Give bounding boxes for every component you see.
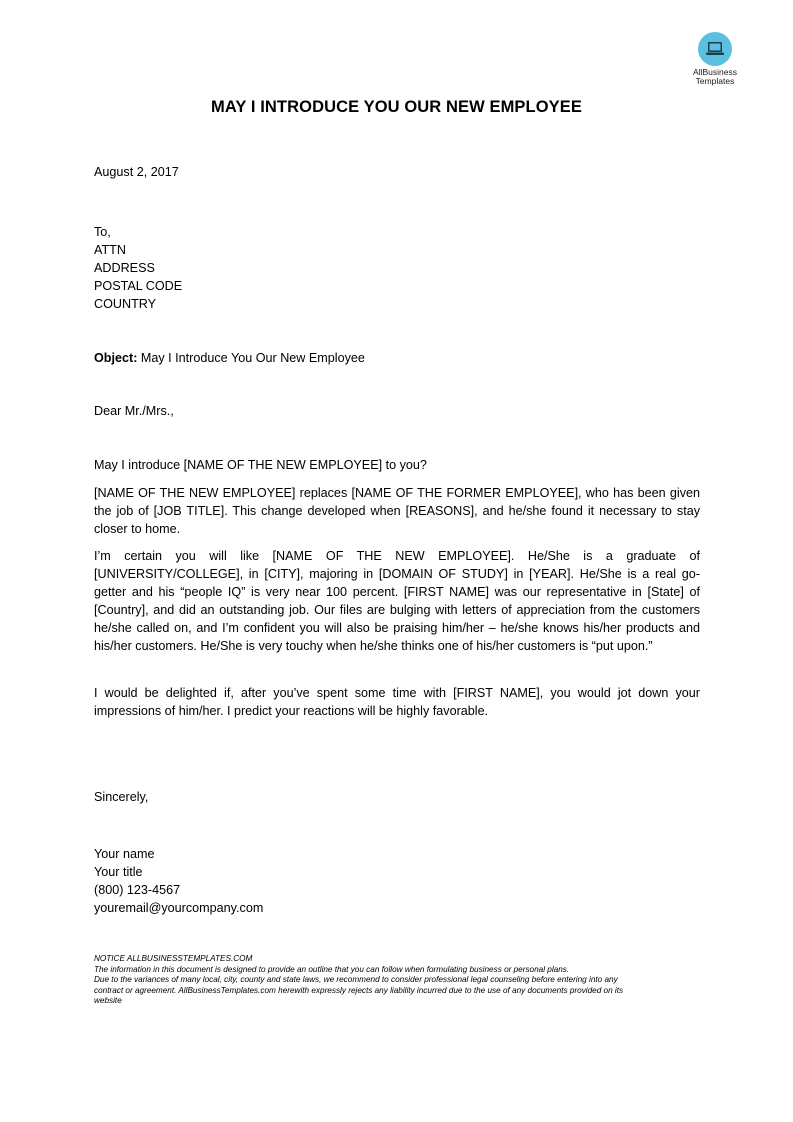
page-title: MAY I INTRODUCE YOU OUR NEW EMPLOYEE: [211, 98, 582, 116]
logo-text: [682, 68, 748, 86]
notice-line-5: website: [94, 996, 122, 1005]
signature-name: Your name: [94, 847, 155, 861]
logo-line-1: AllBusiness: [693, 67, 737, 77]
legal-notice: [94, 954, 700, 1007]
recipient-country: COUNTRY: [94, 297, 157, 311]
laptop-icon: [698, 32, 732, 66]
logo: [682, 32, 748, 86]
letter-date: August 2, 2017: [94, 165, 179, 179]
notice-line-2: The information in this document is designed to provide an outline that you can follow when formulating business or personal plans.: [94, 964, 570, 974]
notice-line-4: contract or agreement. AllBusinessTemplates.com herewith expressly rejects any liability incurred due to the use of any documents provided on its: [94, 985, 624, 995]
recipient-postal-code: POSTAL CODE: [94, 279, 183, 293]
body-paragraph-1: May I introduce [NAME OF THE NEW EMPLOYEE] to you?: [94, 458, 427, 472]
notice-line-1: NOTICE ALLBUSINESSTEMPLATES.COM: [94, 954, 253, 963]
signature-email: youremail@yourcompany.com: [94, 901, 264, 915]
body-paragraph-3: I’m certain you will like [NAME OF THE NEW EMPLOYEE]. He/She is a graduate of [UNIVERSITY/COLLEGE], in [CITY], majoring in [DOMAIN OF STUDY] in [YEAR]. He/She is a real go-getter and his “people IQ” is very near 100 percent. [FIRST NAME] was our representative in [State] of [Country], and did an outstanding job. Our files are bulging with letters of appreciation from the customers he/she called on, and I’m confident you will also be praising him/her – he/she knows his/her products and his/her customers. He/She is very touchy when he/she thinks one of his/her customers is “put upon.”: [94, 549, 700, 653]
body-paragraph-2: [NAME OF THE NEW EMPLOYEE] replaces [NAME OF THE FORMER EMPLOYEE], who has been given the job of [JOB TITLE]. This change developed when [REASONS], and he/she found it necessary to stay closer to home.: [94, 486, 700, 536]
object-line: [94, 349, 365, 367]
signature-block: [94, 845, 263, 917]
notice-line-3: Due to the variances of many local, city, county and state laws, we recommend to consider professional legal counseling before entering into any: [94, 975, 618, 984]
salutation: Dear Mr./Mrs.,: [94, 404, 174, 418]
closing: Sincerely,: [94, 790, 149, 804]
recipient-to: To,: [94, 225, 111, 239]
recipient-block: [94, 223, 182, 313]
signature-phone: (800) 123-4567: [94, 883, 181, 897]
recipient-attn: ATTN: [94, 243, 126, 257]
object-text: May I Introduce You Our New Employee: [137, 351, 365, 365]
body-paragraph-4: I would be delighted if, after you’ve spent some time with [FIRST NAME], you would jot down your impressions of him/her. I predict your reactions will be highly favorable.: [94, 686, 700, 718]
recipient-address: ADDRESS: [94, 261, 155, 275]
logo-line-2: Templates: [695, 76, 735, 86]
signature-title: Your title: [94, 865, 143, 879]
object-label: Object:: [94, 351, 138, 365]
